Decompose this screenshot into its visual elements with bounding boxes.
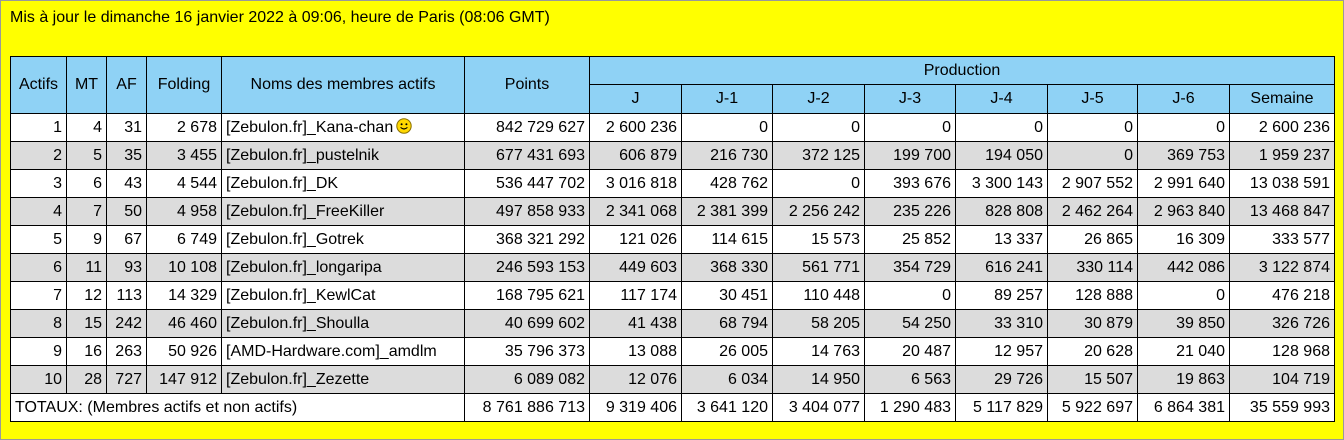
cell-j6: 2 963 840 — [1138, 198, 1230, 226]
col-header-actifs: Actifs — [11, 57, 67, 114]
cell-member-name — [222, 142, 465, 170]
cell-j4: 194 050 — [956, 142, 1048, 170]
table-row — [11, 366, 1335, 394]
totals-j1: 3 641 120 — [682, 394, 773, 422]
cell-member-name — [222, 338, 465, 366]
cell-j1: 26 005 — [682, 338, 773, 366]
col-header-j5: J-5 — [1048, 85, 1138, 114]
table-row — [11, 226, 1335, 254]
member-name-text: [Zebulon.fr]_longaripa — [226, 258, 382, 276]
cell-member-name — [222, 198, 465, 226]
cell-af: 242 — [107, 310, 147, 338]
col-header-j1: J-1 — [682, 85, 773, 114]
totals-j: 9 319 406 — [590, 394, 682, 422]
cell-actifs: 8 — [11, 310, 67, 338]
totals-j4: 5 117 829 — [956, 394, 1048, 422]
cell-j5: 26 865 — [1048, 226, 1138, 254]
cell-j3: 25 852 — [865, 226, 956, 254]
cell-j6: 16 309 — [1138, 226, 1230, 254]
cell-semaine: 2 600 236 — [1230, 114, 1335, 142]
cell-j5: 20 628 — [1048, 338, 1138, 366]
totals-j6: 6 864 381 — [1138, 394, 1230, 422]
cell-j1: 216 730 — [682, 142, 773, 170]
team-stats-table — [10, 56, 1335, 422]
cell-af: 113 — [107, 282, 147, 310]
cell-j5: 128 888 — [1048, 282, 1138, 310]
cell-j1: 6 034 — [682, 366, 773, 394]
member-name-text: [Zebulon.fr]_Kana-chan — [226, 119, 394, 136]
cell-mt: 12 — [67, 282, 107, 310]
cell-points: 497 858 933 — [465, 198, 590, 226]
cell-j6: 2 991 640 — [1138, 170, 1230, 198]
cell-af: 43 — [107, 170, 147, 198]
cell-points: 842 729 627 — [465, 114, 590, 142]
cell-j2: 0 — [773, 114, 865, 142]
col-header-points: Points — [465, 57, 590, 114]
cell-j5: 30 879 — [1048, 310, 1138, 338]
cell-semaine: 3 122 874 — [1230, 254, 1335, 282]
cell-j: 606 879 — [590, 142, 682, 170]
table-row — [11, 170, 1335, 198]
cell-actifs: 6 — [11, 254, 67, 282]
totals-j2: 3 404 077 — [773, 394, 865, 422]
cell-member-name — [222, 114, 465, 142]
cell-j1: 428 762 — [682, 170, 773, 198]
cell-semaine: 13 038 591 — [1230, 170, 1335, 198]
cell-j6: 369 753 — [1138, 142, 1230, 170]
cell-actifs: 2 — [11, 142, 67, 170]
cell-j1: 368 330 — [682, 254, 773, 282]
col-header-j6: J-6 — [1138, 85, 1230, 114]
cell-j6: 0 — [1138, 282, 1230, 310]
cell-mt: 6 — [67, 170, 107, 198]
col-header-af: AF — [107, 57, 147, 114]
cell-folding: 46 460 — [147, 310, 222, 338]
cell-j2: 110 448 — [773, 282, 865, 310]
cell-j: 2 600 236 — [590, 114, 682, 142]
cell-af: 31 — [107, 114, 147, 142]
cell-semaine: 104 719 — [1230, 366, 1335, 394]
cell-semaine: 326 726 — [1230, 310, 1335, 338]
cell-actifs: 3 — [11, 170, 67, 198]
cell-j1: 2 381 399 — [682, 198, 773, 226]
cell-folding: 2 678 — [147, 114, 222, 142]
cell-mt: 4 — [67, 114, 107, 142]
cell-j1: 0 — [682, 114, 773, 142]
cell-semaine: 1 959 237 — [1230, 142, 1335, 170]
cell-af: 727 — [107, 366, 147, 394]
totals-points: 8 761 886 713 — [465, 394, 590, 422]
cell-j3: 354 729 — [865, 254, 956, 282]
cell-folding: 147 912 — [147, 366, 222, 394]
cell-points: 6 089 082 — [465, 366, 590, 394]
cell-j3: 199 700 — [865, 142, 956, 170]
totals-label: TOTAUX: (Membres actifs et non actifs) — [11, 394, 465, 422]
cell-member-name — [222, 366, 465, 394]
cell-j4: 89 257 — [956, 282, 1048, 310]
cell-actifs: 10 — [11, 366, 67, 394]
col-header-j3: J-3 — [865, 85, 956, 114]
table-row — [11, 114, 1335, 142]
cell-j1: 30 451 — [682, 282, 773, 310]
cell-actifs: 7 — [11, 282, 67, 310]
cell-af: 93 — [107, 254, 147, 282]
cell-mt: 9 — [67, 226, 107, 254]
table-row — [11, 254, 1335, 282]
cell-folding: 4 958 — [147, 198, 222, 226]
cell-j: 117 174 — [590, 282, 682, 310]
member-name-text: [Zebulon.fr]_DK — [226, 174, 339, 192]
cell-mt: 28 — [67, 366, 107, 394]
cell-j: 41 438 — [590, 310, 682, 338]
cell-j6: 442 086 — [1138, 254, 1230, 282]
cell-af: 35 — [107, 142, 147, 170]
cell-j2: 372 125 — [773, 142, 865, 170]
cell-j5: 330 114 — [1048, 254, 1138, 282]
col-header-j: J — [590, 85, 682, 114]
cell-semaine: 13 468 847 — [1230, 198, 1335, 226]
cell-j4: 13 337 — [956, 226, 1048, 254]
cell-semaine: 476 218 — [1230, 282, 1335, 310]
cell-j: 13 088 — [590, 338, 682, 366]
cell-j2: 0 — [773, 170, 865, 198]
cell-j4: 29 726 — [956, 366, 1048, 394]
cell-j5: 15 507 — [1048, 366, 1138, 394]
member-name-text: [Zebulon.fr]_Shoulla — [226, 314, 370, 332]
cell-mt: 15 — [67, 310, 107, 338]
totals-row — [11, 394, 1335, 422]
cell-folding: 6 749 — [147, 226, 222, 254]
cell-j3: 20 487 — [865, 338, 956, 366]
col-header-folding: Folding — [147, 57, 222, 114]
cell-j4: 828 808 — [956, 198, 1048, 226]
update-timestamp: Mis à jour le dimanche 16 janvier 2022 à 09:06, heure de Paris (08:06 GMT) — [10, 9, 550, 26]
table-row — [11, 282, 1335, 310]
cell-j2: 561 771 — [773, 254, 865, 282]
cell-j1: 68 794 — [682, 310, 773, 338]
smiley-icon — [396, 118, 412, 134]
member-name-text: [Zebulon.fr]_KewlCat — [226, 286, 376, 304]
cell-mt: 16 — [67, 338, 107, 366]
cell-actifs: 9 — [11, 338, 67, 366]
cell-j2: 58 205 — [773, 310, 865, 338]
cell-member-name — [222, 282, 465, 310]
cell-points: 35 796 373 — [465, 338, 590, 366]
cell-mt: 5 — [67, 142, 107, 170]
cell-j: 2 341 068 — [590, 198, 682, 226]
cell-af: 67 — [107, 226, 147, 254]
cell-j3: 6 563 — [865, 366, 956, 394]
table-row — [11, 310, 1335, 338]
cell-folding: 3 455 — [147, 142, 222, 170]
member-rows — [11, 114, 1335, 394]
cell-j3: 393 676 — [865, 170, 956, 198]
cell-j5: 0 — [1048, 114, 1138, 142]
cell-j2: 2 256 242 — [773, 198, 865, 226]
col-header-j2: J-2 — [773, 85, 865, 114]
cell-j: 449 603 — [590, 254, 682, 282]
cell-mt: 11 — [67, 254, 107, 282]
cell-j3: 0 — [865, 114, 956, 142]
cell-points: 168 795 621 — [465, 282, 590, 310]
cell-j6: 0 — [1138, 114, 1230, 142]
cell-j4: 33 310 — [956, 310, 1048, 338]
cell-j4: 12 957 — [956, 338, 1048, 366]
cell-j: 3 016 818 — [590, 170, 682, 198]
cell-j5: 2 462 264 — [1048, 198, 1138, 226]
col-header-j4: J-4 — [956, 85, 1048, 114]
cell-actifs: 5 — [11, 226, 67, 254]
cell-j: 121 026 — [590, 226, 682, 254]
member-name-text: [Zebulon.fr]_pustelnik — [226, 146, 379, 164]
cell-j6: 39 850 — [1138, 310, 1230, 338]
cell-semaine: 333 577 — [1230, 226, 1335, 254]
cell-j4: 0 — [956, 114, 1048, 142]
cell-actifs: 4 — [11, 198, 67, 226]
cell-j3: 54 250 — [865, 310, 956, 338]
cell-member-name — [222, 170, 465, 198]
cell-j1: 114 615 — [682, 226, 773, 254]
cell-points: 677 431 693 — [465, 142, 590, 170]
totals-j5: 5 922 697 — [1048, 394, 1138, 422]
cell-j2: 14 763 — [773, 338, 865, 366]
col-header-noms: Noms des membres actifs — [222, 57, 465, 114]
cell-folding: 10 108 — [147, 254, 222, 282]
table-row — [11, 142, 1335, 170]
table-row — [11, 198, 1335, 226]
col-header-mt: MT — [67, 57, 107, 114]
col-header-semaine: Semaine — [1230, 85, 1335, 114]
cell-af: 50 — [107, 198, 147, 226]
member-name-text: [Zebulon.fr]_FreeKiller — [226, 202, 385, 220]
cell-j3: 0 — [865, 282, 956, 310]
cell-folding: 14 329 — [147, 282, 222, 310]
cell-folding: 4 544 — [147, 170, 222, 198]
cell-j5: 2 907 552 — [1048, 170, 1138, 198]
cell-af: 263 — [107, 338, 147, 366]
cell-mt: 7 — [67, 198, 107, 226]
member-name-text: [Zebulon.fr]_Gotrek — [226, 230, 364, 248]
totals-semaine: 35 559 993 — [1230, 394, 1335, 422]
cell-points: 40 699 602 — [465, 310, 590, 338]
cell-member-name — [222, 226, 465, 254]
cell-j2: 15 573 — [773, 226, 865, 254]
cell-points: 246 593 153 — [465, 254, 590, 282]
member-name-text: [AMD-Hardware.com]_amdlm — [226, 342, 437, 360]
cell-j6: 19 863 — [1138, 366, 1230, 394]
cell-member-name — [222, 310, 465, 338]
col-header-production: Production — [590, 57, 1335, 85]
member-name-text: [Zebulon.fr]_Zezette — [226, 370, 370, 388]
cell-j4: 616 241 — [956, 254, 1048, 282]
cell-actifs: 1 — [11, 114, 67, 142]
table-row — [11, 338, 1335, 366]
cell-points: 368 321 292 — [465, 226, 590, 254]
cell-member-name — [222, 254, 465, 282]
cell-j3: 235 226 — [865, 198, 956, 226]
cell-j2: 14 950 — [773, 366, 865, 394]
cell-folding: 50 926 — [147, 338, 222, 366]
cell-semaine: 128 968 — [1230, 338, 1335, 366]
cell-j4: 3 300 143 — [956, 170, 1048, 198]
cell-j: 12 076 — [590, 366, 682, 394]
cell-points: 536 447 702 — [465, 170, 590, 198]
cell-j5: 0 — [1048, 142, 1138, 170]
totals-j3: 1 290 483 — [865, 394, 956, 422]
cell-j6: 21 040 — [1138, 338, 1230, 366]
